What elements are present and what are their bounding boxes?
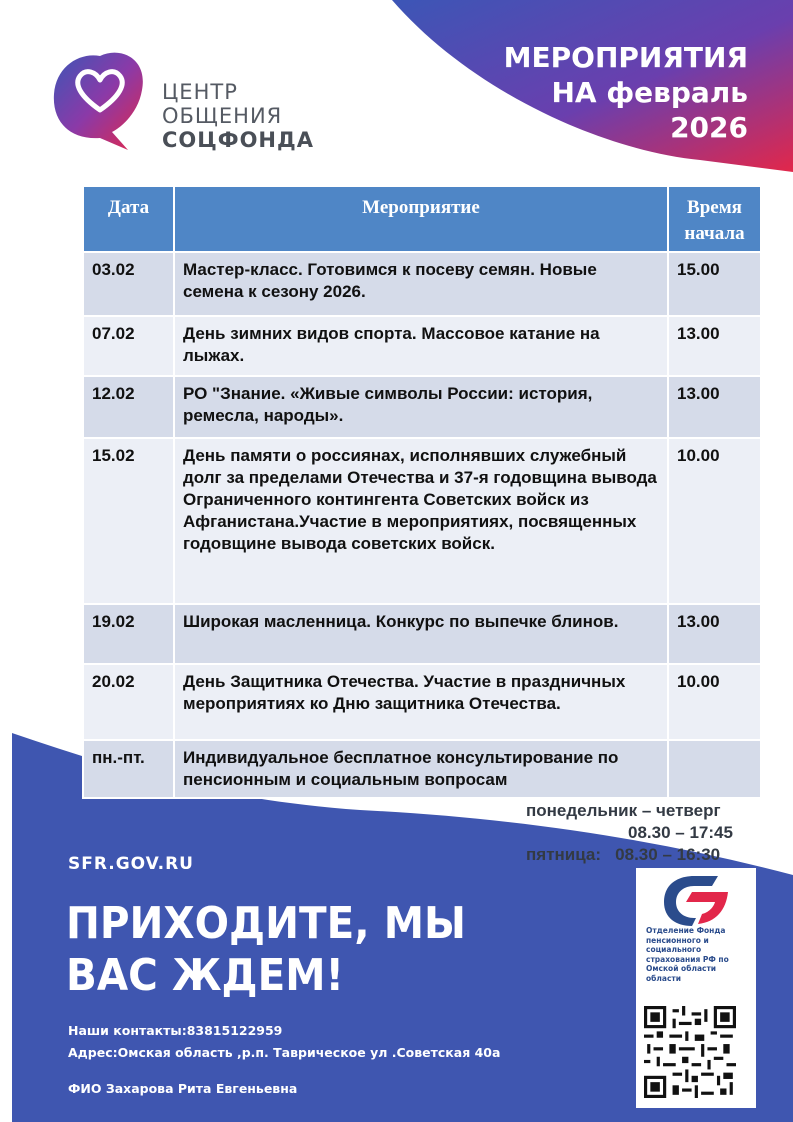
row-date: 12.02 xyxy=(83,376,174,438)
row-time: 13.00 xyxy=(668,604,761,664)
table-row xyxy=(83,316,761,376)
logo-line-1: ЦЕНТР xyxy=(162,80,238,104)
slogan-line-1: ПРИХОДИТЕ, МЫ xyxy=(66,898,466,949)
contacts-fio: ФИО Захарова Рита Евгеньевна xyxy=(68,1081,298,1096)
title-line-3: 2026 xyxy=(670,111,748,144)
hours-line-3: пятница: 08.30 – 16:30 xyxy=(526,845,721,864)
sfr-text: Отделение Фонда пенсионного и социального страхования РФ по Омской области области xyxy=(646,926,729,983)
table-header-row xyxy=(83,186,761,252)
row-time: 15.00 xyxy=(668,252,761,316)
site-link[interactable]: SFR.GOV.RU xyxy=(68,854,194,874)
header-event: Мероприятие xyxy=(174,186,668,252)
logo-line-3: СОЦФОНДА xyxy=(162,128,314,152)
table-row xyxy=(83,604,761,664)
row-date: 15.02 xyxy=(83,438,174,604)
qr-code-icon xyxy=(644,1006,736,1098)
hours-line-1: понедельник – четверг xyxy=(526,801,721,820)
row-time: 13.00 xyxy=(668,316,761,376)
row-date: 19.02 xyxy=(83,604,174,664)
table-row xyxy=(83,664,761,740)
table-row xyxy=(83,376,761,438)
row-event: РО "Знание. «Живые символы России: история, ремесла, народы». xyxy=(174,376,668,438)
events-table xyxy=(82,185,762,799)
header-time-line-2: начала xyxy=(684,223,745,244)
logo-text xyxy=(162,80,314,152)
row-event: Индивидуальное бесплатное консультирование по пенсионным и социальным вопросам xyxy=(174,740,668,798)
header-date: Дата xyxy=(83,186,174,252)
table-row xyxy=(83,252,761,316)
slogan xyxy=(66,898,466,1002)
contacts xyxy=(68,1020,500,1100)
row-date: 07.02 xyxy=(83,316,174,376)
table-row xyxy=(83,438,761,604)
page-title xyxy=(504,40,748,145)
row-event: День зимних видов спорта. Массовое катание на лыжах. xyxy=(174,316,668,376)
header-time-line-1: Время xyxy=(687,197,742,218)
row-date: 03.02 xyxy=(83,252,174,316)
working-hours xyxy=(520,800,733,866)
contacts-phone: Наши контакты:83815122959 xyxy=(68,1023,283,1038)
row-time: 13.00 xyxy=(668,376,761,438)
contacts-address: Адрес:Омская область ,р.п. Таврическое ул .Советская 40а xyxy=(68,1045,501,1060)
row-event: День памяти о россиянах, исполнявших служебный долг за пределами Отечества и 37-я годовщина вывода Ограниченного контингента Советских войск из Афганистана.Участие в мероприятиях, посвященных годовщине вывода советских войск. xyxy=(174,438,668,604)
sfr-logo-icon xyxy=(656,872,736,926)
logo xyxy=(50,48,330,158)
row-date: пн.-пт. xyxy=(83,740,174,798)
heart-speech-bubble-icon xyxy=(50,48,150,152)
header-time xyxy=(668,186,761,252)
row-time xyxy=(668,740,761,798)
row-event: День Защитника Отечества. Участие в праздничных мероприятиях ко Дню защитника Отечества. xyxy=(174,664,668,740)
title-line-2: НА февраль xyxy=(551,76,748,109)
title-line-1: МЕРОПРИЯТИЯ xyxy=(503,41,748,74)
slogan-line-2: ВАС ЖДЕМ! xyxy=(66,950,344,1001)
row-event: Мастер-класс. Готовимся к посеву семян. Новые семена к сезону 2026. xyxy=(174,252,668,316)
sfr-card xyxy=(636,868,756,1108)
hours-line-2: 08.30 – 17:45 xyxy=(628,823,733,842)
row-date: 20.02 xyxy=(83,664,174,740)
row-time: 10.00 xyxy=(668,438,761,604)
row-time: 10.00 xyxy=(668,664,761,740)
table-row xyxy=(83,740,761,798)
row-event: Широкая масленница. Конкурс по выпечке блинов. xyxy=(174,604,668,664)
logo-line-2: ОБЩЕНИЯ xyxy=(162,104,283,128)
